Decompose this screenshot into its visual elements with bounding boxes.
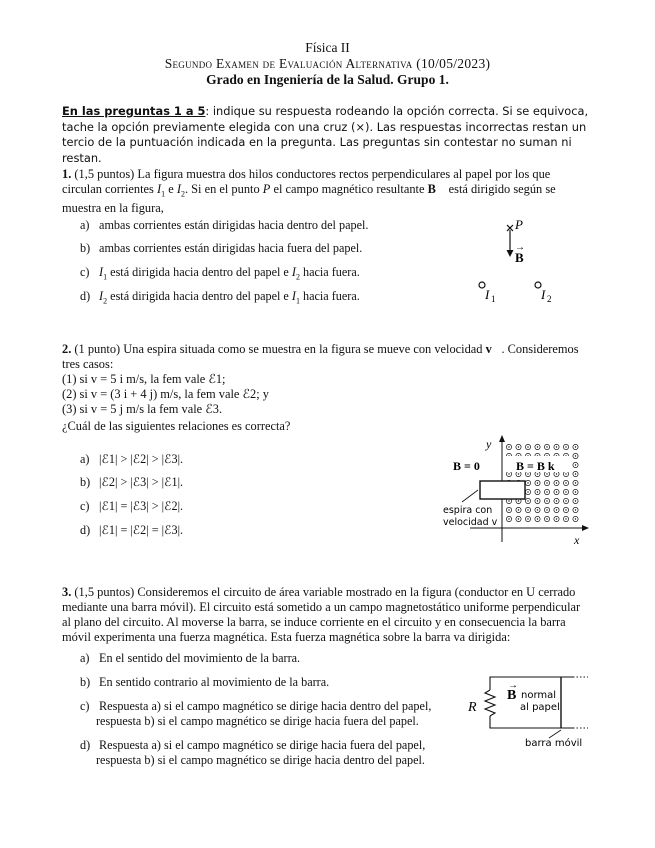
field-dot-center [518, 446, 519, 447]
field-dot-center [527, 500, 528, 501]
q1-number: 1. [62, 167, 72, 181]
loop [480, 481, 525, 499]
field-dot-center [575, 455, 576, 456]
q1-option-c-text: está dirigida hacia dentro del papel e [110, 265, 289, 279]
field-dot-center [537, 482, 538, 483]
field-dot-center [556, 482, 557, 483]
field-dot-center [575, 464, 576, 465]
q1-option-c[interactable]: c) $I_1$ está dirigida hacia dentro del papel e $I_2$ hacia fuera. [80, 265, 360, 282]
exam-subtitle: Segundo Examen de Evaluación Alternativa (10/05/2023) [164, 56, 491, 71]
field-dot-center [575, 491, 576, 492]
field-dot-center [565, 491, 566, 492]
field-dot-center [556, 509, 557, 510]
field-dot-center [546, 491, 547, 492]
field-dot-center [508, 473, 509, 474]
y-axis-arrowhead [499, 435, 505, 442]
field-dot-center [546, 500, 547, 501]
field-dot-center [518, 509, 519, 510]
field-dot-center [575, 500, 576, 501]
field-dot-center [508, 500, 509, 501]
x-axis-arrowhead [582, 525, 589, 531]
field-dot-center [556, 473, 557, 474]
x-axis-label: x [574, 533, 580, 547]
q2-option-b[interactable] [80, 475, 183, 490]
field-b-vector-mark-q3: → [508, 680, 518, 691]
b-field-label: B = B k [516, 459, 555, 473]
q3-line2: mediante una barra móvil). El circuito está sometido a un campo magnetostático uniforme perpendicular [62, 600, 581, 614]
field-dot-center [518, 518, 519, 519]
field-dot-center [527, 509, 528, 510]
q3-option-c-text2: respuesta b) si el campo magnético se dirige hacia fuera del papel. [96, 713, 419, 728]
q3-option-a-label: a) [80, 651, 90, 665]
q2-case-1: (1) si v = 5 i m/s, la fem vale ℰ1; [62, 372, 226, 386]
field-dot-center [527, 446, 528, 447]
question-2: 2. (1 punto) Una espira situada como se muestra en la figura se mueve con velocidad v⃗. Consideremos tres casos: (1) si v = 5 i m/s, la fem vale ℰ1; (2) si v = (3 i + 4 j) m/s, la fem vale ℰ2; y (3) si v = 5 j m/s la fem vale ℰ3. ¿Cuál de las siguientes relaciones es correcta? [62, 342, 594, 434]
q3-line3: al plano del circuito. Al moverse la barra, se induce corriente en el circuito y en consecuencia la barra [62, 615, 566, 629]
q2-option-c[interactable] [80, 499, 183, 514]
resistor-zigzag [485, 690, 495, 716]
q1-option-d-end: hacia fuera. [302, 289, 360, 303]
q2-line2: tres casos: [62, 357, 114, 371]
q3-option-d-label: d) [80, 738, 91, 752]
q1-points: (1,5 puntos) [74, 167, 135, 181]
field-dot-center [575, 446, 576, 447]
field-dot-center [527, 491, 528, 492]
wire-1-label: I [485, 287, 490, 302]
field-dot-center [575, 509, 576, 510]
field-dot-center [537, 473, 538, 474]
q2-option-d-text: |ℰ1| = |ℰ2| = |ℰ3|. [99, 523, 184, 537]
field-dot-center [518, 473, 519, 474]
field-dot-center [565, 518, 566, 519]
field-dot-center [575, 482, 576, 483]
field-dot-center [537, 518, 538, 519]
q1-figure [470, 215, 560, 307]
field-note-2: al papel [520, 702, 560, 713]
b-zero-label: B = 0 [453, 459, 480, 473]
field-dot-center [565, 482, 566, 483]
field-b-label: B [515, 250, 524, 265]
field-b-vector-mark: → [515, 242, 525, 253]
field-note-1: normal [521, 690, 557, 701]
field-dot-center [565, 473, 566, 474]
q3-option-d[interactable] [80, 738, 425, 767]
field-dot-center [527, 482, 528, 483]
q1-option-c-end: hacia fuera. [302, 265, 360, 279]
field-dot-center [537, 500, 538, 501]
field-dot-center [575, 518, 576, 519]
q2-figure [440, 432, 590, 547]
field-dot-center [556, 446, 557, 447]
q2-case-3: (3) si v = 5 j m/s la fem vale ℰ3. [62, 402, 223, 416]
q1-option-b-text: ambas corrientes están dirigidas hacia fuera del papel. [99, 241, 363, 255]
q1-line3: muestra en la figura, [62, 201, 164, 216]
loop-label-2: velocidad v [443, 517, 498, 528]
field-dot-center [565, 509, 566, 510]
q2-intro-end: . Consideremos [501, 342, 579, 356]
q1-option-b-label: b) [80, 241, 91, 255]
field-dot-center [546, 473, 547, 474]
field-dot-center [546, 509, 547, 510]
q3-option-d-text2: respuesta b) si el campo magnético se dirige hacia dentro del papel. [96, 752, 425, 767]
q3-option-b-text: En sentido contrario al movimiento de la barra. [99, 675, 330, 689]
q2-option-b-label: b) [80, 475, 91, 489]
q1-option-d-label: d) [80, 289, 91, 303]
q3-option-b[interactable] [80, 675, 329, 690]
q3-number: 3. [62, 585, 72, 599]
q2-option-a[interactable] [80, 452, 183, 467]
point-p-label: P [515, 217, 523, 232]
wire-2-sub: 2 [547, 294, 552, 304]
field-dot-center [508, 509, 509, 510]
q1-option-a-label: a) [80, 218, 90, 232]
q2-case-2: (2) si v = (3 i + 4 j) m/s, la fem vale ℰ2; y [62, 387, 269, 401]
q3-option-a-text: En el sentido del movimiento de la barra. [99, 651, 301, 665]
q1-option-a-text: ambas corrientes están dirigidas hacia dentro del papel. [99, 218, 369, 232]
question-1: 1. (1,5 puntos) La figura muestra dos hilos conductores rectos perpendiculares al papel por los que circulan corrientes $I_1$ e $I_2$. Si en el punto P el campo magnético resultante B⃗ está dirigido según se muestra en la figura, [62, 167, 594, 216]
q3-option-b-label: b) [80, 675, 91, 689]
field-dot-center [527, 473, 528, 474]
q3-option-c[interactable] [80, 699, 431, 728]
field-dot-center [556, 500, 557, 501]
q2-option-d-label: d) [80, 523, 91, 537]
field-dot-center [575, 473, 576, 474]
instructions-text: : indique su respuesta rodeando la opción correcta. Si se equivoca, tache la opción previamente elegida con una cruz (×). Las respuestas incorrectas restan un tercio de la puntuación indicada en la pregunta. Las preguntas sin contestar no suman ni restan. [62, 104, 589, 165]
instructions [62, 104, 594, 166]
q3-option-c-label: c) [80, 699, 90, 713]
q2-question: ¿Cuál de las siguientes relaciones es correcta? [62, 419, 291, 433]
bar-pointer [549, 730, 561, 738]
loop-label-1: espira con [443, 505, 493, 516]
q1-line2e: está dirigido según se [448, 182, 556, 196]
resistor-label: R [468, 700, 477, 715]
q3-points: (1,5 puntos) [74, 585, 135, 599]
q2-option-a-label: a) [80, 452, 90, 466]
q1-option-b[interactable] [80, 241, 362, 256]
field-dot-center [546, 446, 547, 447]
field-b-label-q3: B [507, 688, 517, 703]
q1-line2d: el campo magnético resultante [273, 182, 425, 196]
field-dot-center [527, 518, 528, 519]
q3-option-c-text: Respuesta a) si el campo magnético se dirige hacia dentro del papel, [99, 699, 432, 713]
q2-number: 2. [62, 342, 72, 356]
q1-line2c: . Si en el punto [184, 182, 260, 196]
y-axis-label: y [486, 437, 492, 451]
exam-title: Física II [305, 40, 350, 55]
field-dot-center [565, 446, 566, 447]
field-dot-center [508, 446, 509, 447]
q2-option-b-text: |ℰ2| > |ℰ3| > |ℰ1|. [99, 475, 184, 489]
q1-option-a[interactable] [80, 218, 368, 233]
field-dot-center [556, 518, 557, 519]
q1-option-d[interactable]: d) $I_2$ está dirigida hacia dentro del papel e $I_1$ hacia fuera. [80, 289, 360, 306]
wire-2-label: I [541, 287, 546, 302]
q1-line2b: e [168, 182, 174, 196]
exam-group: Grado en Ingeniería de la Salud. Grupo 1. [206, 72, 449, 87]
field-dot-center [537, 491, 538, 492]
field-dot-center [537, 446, 538, 447]
q3-option-d-text: Respuesta a) si el campo magnético se dirige hacia fuera del papel, [99, 738, 426, 752]
q2-option-c-text: |ℰ1| = |ℰ3| > |ℰ2|. [99, 499, 184, 513]
instructions-lead: En las preguntas 1 a 5 [62, 104, 206, 118]
bar-label: barra móvil [525, 738, 583, 749]
q2-points: (1 punto) [74, 342, 121, 356]
q1-line2a: circulan corrientes [62, 182, 154, 196]
q2-option-d[interactable] [80, 523, 183, 538]
q3-line4: móvil experimenta una fuerza magnética. Esta fuerza magnética sobre la barra va dirigida: [62, 630, 511, 644]
field-dot-center [546, 518, 547, 519]
q3-figure [465, 668, 590, 750]
q2-option-a-text: |ℰ1| > |ℰ2| > |ℰ3|. [99, 452, 184, 466]
field-dot-center [565, 500, 566, 501]
field-b-arrowhead [507, 250, 514, 257]
q1-option-d-text: está dirigida hacia dentro del papel e [110, 289, 289, 303]
field-dot-center [518, 500, 519, 501]
question-3 [62, 585, 594, 645]
q3-line1: Consideremos el circuito de área variable mostrado en la figura (conductor en U cerrado [137, 585, 576, 599]
q1-option-c-label: c) [80, 265, 90, 279]
q2-intro: Una espira situada como se muestra en la figura se mueve con velocidad [123, 342, 483, 356]
q2-option-c-label: c) [80, 499, 90, 513]
wire-1-sub: 1 [491, 294, 496, 304]
field-dot-center [546, 482, 547, 483]
q1-line1: La figura muestra dos hilos conductores rectos perpendiculares al papel por los que [137, 167, 551, 181]
loop-pointer [462, 490, 478, 502]
field-dot-center [537, 509, 538, 510]
field-dot-center [556, 491, 557, 492]
q3-option-a[interactable] [80, 651, 300, 666]
field-dot-center [508, 518, 509, 519]
